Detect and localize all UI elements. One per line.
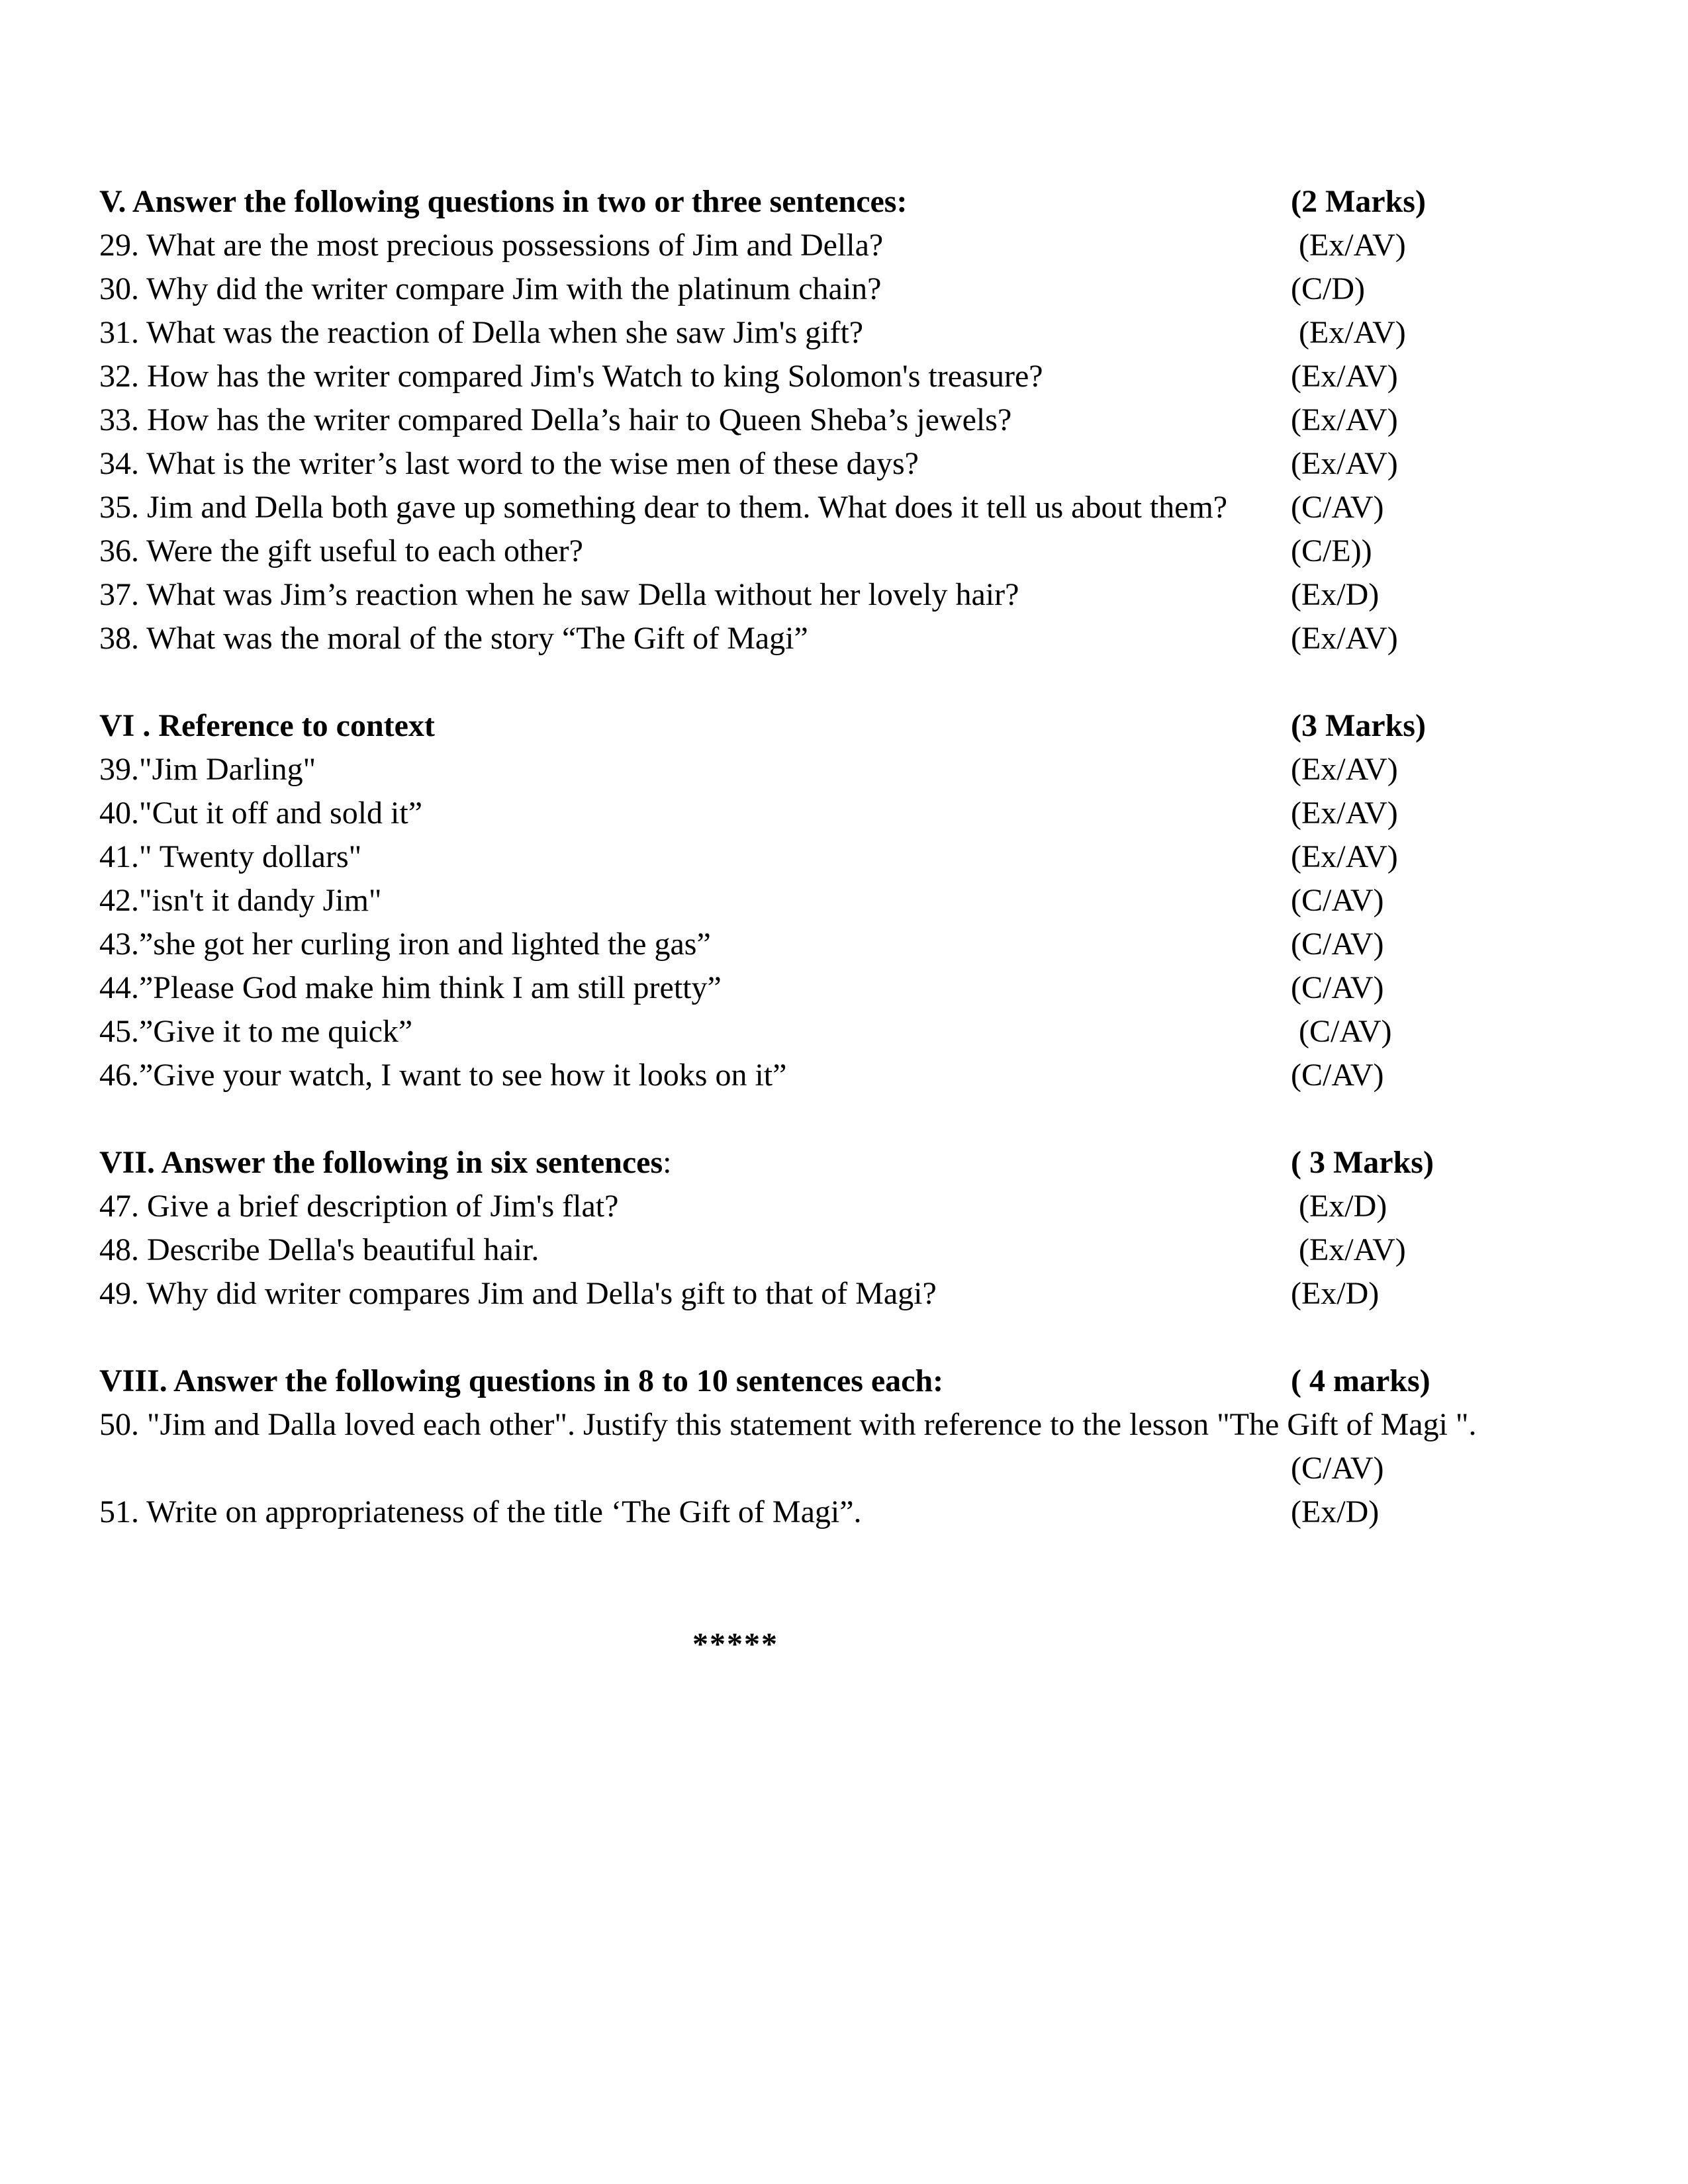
question-text: 42."isn't it dandy Jim": [99, 883, 382, 918]
section-heading: [99, 1141, 1595, 1185]
question-text: 50. "Jim and Dalla loved each other". Justify this statement with reference to the lesson "The Gift of Magi ".: [99, 1407, 1477, 1442]
question-item: [99, 1010, 1595, 1054]
question-item: [99, 398, 1595, 442]
question-tag: (Ex/AV): [1291, 402, 1398, 437]
question-text: 43.”she got her curling iron and lighted the gas”: [99, 927, 711, 962]
question-tag: (Ex/D): [1291, 577, 1380, 612]
question-text: 45.”Give it to me quick”: [99, 1014, 413, 1049]
question-text: 35. Jim and Della both gave up something dear to them. What does it tell us about them?: [99, 490, 1228, 525]
question-tag: (Ex/AV): [1291, 446, 1398, 481]
question-tag: (Ex/D): [1291, 1494, 1380, 1529]
question-tag: (Ex/D): [1291, 1276, 1380, 1311]
question-text: 36. Were the gift useful to each other?: [99, 533, 583, 569]
question-text: 38. What was the moral of the story “The Gift of Magi”: [99, 621, 808, 656]
question-item: [99, 311, 1595, 355]
section-marks: (3 Marks): [1291, 708, 1426, 743]
question-tag: (C/AV): [1291, 1058, 1384, 1093]
question-text: 44.”Please God make him think I am still pretty”: [99, 970, 722, 1005]
section-marks: ( 3 Marks): [1291, 1145, 1434, 1180]
question-item: [99, 224, 1595, 267]
section-title: [99, 1141, 672, 1185]
section-marks: (2 Marks): [1291, 184, 1426, 219]
question-tag: (C/AV): [1291, 970, 1384, 1005]
section-heading: [99, 704, 1595, 748]
section-v: [99, 180, 1595, 660]
question-tag: (C/AV): [1291, 490, 1384, 525]
question-text: 33. How has the writer compared Della’s hair to Queen Sheba’s jewels?: [99, 402, 1012, 437]
question-tag: (Ex/AV): [1299, 315, 1406, 350]
question-item: [99, 923, 1595, 966]
section-heading: [99, 180, 1595, 224]
question-text: 49. Why did writer compares Jim and Della's gift to that of Magi?: [99, 1276, 937, 1311]
question-item: [99, 442, 1595, 486]
question-item: [99, 1228, 1595, 1272]
question-item: [99, 267, 1595, 311]
question-tag: (C/D): [1291, 271, 1365, 306]
question-paper-page: [99, 180, 1595, 1578]
question-text: 39."Jim Darling": [99, 752, 316, 787]
section-marks: ( 4 marks): [1291, 1363, 1430, 1398]
question-item: [99, 1185, 1595, 1228]
question-item: [99, 1054, 1595, 1097]
question-item: [99, 1403, 1595, 1447]
question-tag: (C/E)): [1291, 533, 1372, 569]
question-text: 41." Twenty dollars": [99, 839, 362, 874]
section-heading: [99, 1359, 1595, 1403]
end-of-paper-mark: *****: [692, 1627, 778, 1662]
question-item: [99, 617, 1595, 660]
question-item: [99, 792, 1595, 835]
question-item: [99, 966, 1595, 1010]
question-tag: (C/AV): [1299, 1014, 1392, 1049]
question-text: 47. Give a brief description of Jim's flat?: [99, 1189, 619, 1224]
question-text: 32. How has the writer compared Jim's Watch to king Solomon's treasure?: [99, 359, 1043, 394]
question-tag: (Ex/AV): [1291, 796, 1398, 831]
section-title: VI . Reference to context: [99, 708, 435, 743]
question-tag: (C/AV): [1291, 883, 1384, 918]
question-tag: (Ex/AV): [1299, 228, 1406, 263]
question-tag: (Ex/AV): [1291, 752, 1398, 787]
section-title-colon: :: [663, 1145, 672, 1180]
question-item: [99, 1490, 1595, 1534]
question-text: 34. What is the writer’s last word to the wise men of these days?: [99, 446, 919, 481]
question-tag: (Ex/AV): [1299, 1232, 1406, 1267]
question-tag: (C/AV): [1291, 1451, 1384, 1486]
question-text: 30. Why did the writer compare Jim with the platinum chain?: [99, 271, 882, 306]
question-tag: (Ex/AV): [1291, 621, 1398, 656]
section-title: V. Answer the following questions in two or three sentences:: [99, 184, 908, 219]
question-item: [99, 486, 1595, 529]
question-item: [99, 1272, 1595, 1316]
question-text: 51. Write on appropriateness of the title ‘The Gift of Magi”.: [99, 1494, 862, 1529]
section-title-text: VII. Answer the following in six sentences: [99, 1145, 663, 1180]
section-vii: [99, 1141, 1595, 1316]
section-viii: [99, 1359, 1595, 1534]
question-item: [99, 529, 1595, 573]
question-text: 46.”Give your watch, I want to see how it looks on it”: [99, 1058, 787, 1093]
question-tag: (Ex/AV): [1291, 359, 1398, 394]
section-title: VIII. Answer the following questions in 8 to 10 sentences each:: [99, 1363, 944, 1398]
question-item: [99, 879, 1595, 923]
question-text: 40."Cut it off and sold it”: [99, 796, 423, 831]
question-tag: (C/AV): [1291, 927, 1384, 962]
question-item: [99, 748, 1595, 792]
question-text: 31. What was the reaction of Della when she saw Jim's gift?: [99, 315, 864, 350]
question-item: [99, 573, 1595, 617]
section-vi: [99, 704, 1595, 1097]
question-text: 29. What are the most precious possessions of Jim and Della?: [99, 228, 884, 263]
question-item: [99, 355, 1595, 398]
question-item-tag-row: [99, 1447, 1595, 1490]
question-text: 48. Describe Della's beautiful hair.: [99, 1232, 539, 1267]
question-item: [99, 835, 1595, 879]
question-tag: (Ex/D): [1299, 1189, 1387, 1224]
question-tag: (Ex/AV): [1291, 839, 1398, 874]
question-text: 37. What was Jim’s reaction when he saw Della without her lovely hair?: [99, 577, 1019, 612]
